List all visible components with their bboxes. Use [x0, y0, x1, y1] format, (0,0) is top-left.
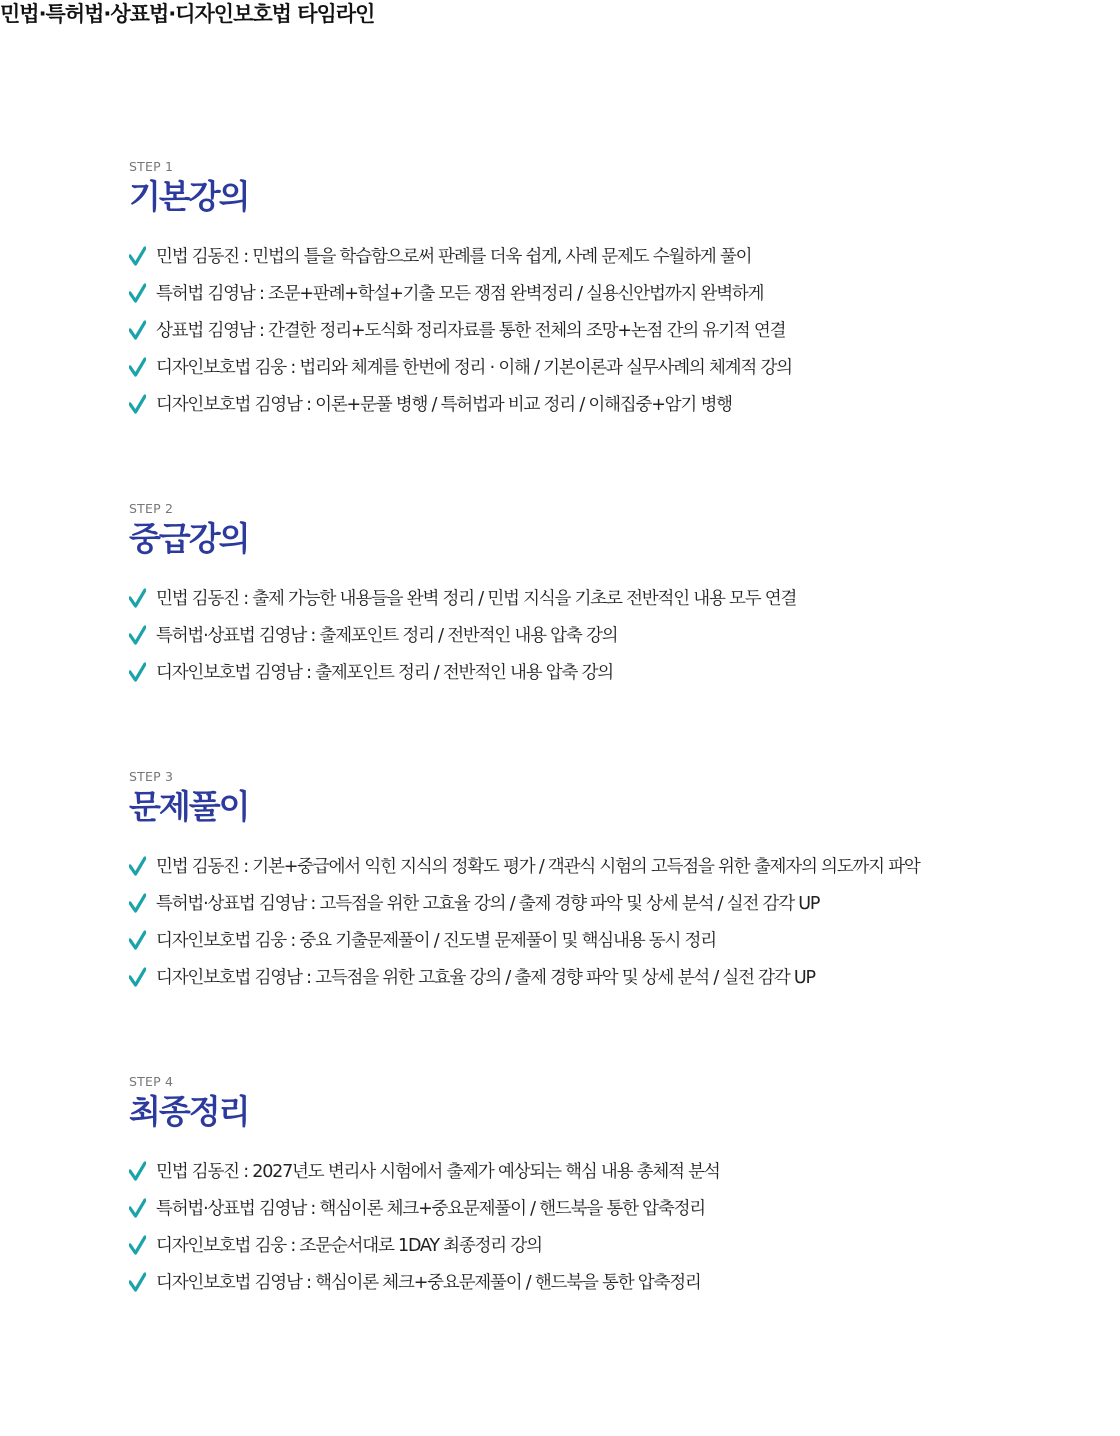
list-item	[129, 237, 1109, 274]
check-icon	[129, 967, 146, 987]
list-item-text: 디자인보호법 김영남 : 핵심이론 체크+중요문제풀이 / 핸드북을 통한 압축정리	[156, 1273, 701, 1293]
check-icon	[129, 1272, 146, 1292]
list-item	[129, 921, 1109, 958]
list-item-text: 디자인보호법 김웅 : 중요 기출문제풀이 / 진도별 문제풀이 및 핵심내용 동시 정리	[156, 931, 716, 951]
step-title: 중급강의	[129, 519, 249, 558]
list-item-text: 디자인보호법 김웅 : 법리와 체계를 한번에 정리 · 이해 / 기본이론과 실무사례의 체계적 강의	[156, 358, 792, 378]
check-icon	[129, 1235, 146, 1255]
check-icon	[129, 588, 146, 608]
step-3-section	[129, 770, 1109, 995]
list-item-text: 특허법·상표법 김영남 : 출제포인트 정리 / 전반적인 내용 압축 강의	[156, 626, 618, 646]
check-icon	[129, 357, 146, 377]
list-item	[129, 616, 1109, 653]
list-item-text: 민법 김동진 : 2027년도 변리사 시험에서 출제가 예상되는 핵심 내용 총체적 분석	[156, 1162, 720, 1182]
list-item-text: 디자인보호법 김영남 : 출제포인트 정리 / 전반적인 내용 압축 강의	[156, 663, 613, 683]
list-item-text: 특허법·상표법 김영남 : 핵심이론 체크+중요문제풀이 / 핸드북을 통한 압축정리	[156, 1199, 705, 1219]
step-4-list	[129, 1152, 1109, 1300]
list-item-text: 민법 김동진 : 출제 가능한 내용들을 완벽 정리 / 민법 지식을 기초로 전반적인 내용 모두 연결	[156, 589, 797, 609]
page-title: 민법·특허법·상표법·디자인보호법 타임라인	[0, 2, 375, 26]
list-item	[129, 385, 1109, 422]
list-item	[129, 1152, 1109, 1189]
check-icon	[129, 1161, 146, 1181]
list-item	[129, 348, 1109, 385]
list-item-text: 특허법·상표법 김영남 : 고득점을 위한 고효율 강의 / 출제 경향 파악 및 상세 분석 / 실전 감각 UP	[156, 894, 820, 914]
check-icon	[129, 246, 146, 266]
step-4-section	[129, 1075, 1109, 1300]
list-item	[129, 1189, 1109, 1226]
step-title: 최종정리	[129, 1092, 249, 1131]
step-1-section	[129, 160, 1109, 422]
step-2-section	[129, 502, 1109, 690]
check-icon	[129, 394, 146, 414]
list-item-text: 민법 김동진 : 민법의 틀을 학습함으로써 판례를 더욱 쉽게, 사례 문제도 수월하게 풀이	[156, 247, 752, 267]
step-label: STEP 3	[129, 769, 174, 784]
check-icon	[129, 930, 146, 950]
list-item-text: 민법 김동진 : 기본+중급에서 익힌 지식의 정확도 평가 / 객관식 시험의 고득점을 위한 출제자의 의도까지 파악	[156, 857, 920, 877]
check-icon	[129, 856, 146, 876]
check-icon	[129, 662, 146, 682]
list-item-text: 디자인보호법 김웅 : 조문순서대로 1DAY 최종정리 강의	[156, 1236, 542, 1256]
step-2-list	[129, 579, 1109, 690]
check-icon	[129, 893, 146, 913]
check-icon	[129, 625, 146, 645]
list-item-text: 상표법 김영남 : 간결한 정리+도식화 정리자료를 통한 전체의 조망+논점 간의 유기적 연결	[156, 321, 786, 341]
step-label: STEP 4	[129, 1074, 174, 1089]
list-item	[129, 847, 1109, 884]
list-item	[129, 958, 1109, 995]
list-item-text: 디자인보호법 김영남 : 고득점을 위한 고효율 강의 / 출제 경향 파악 및 상세 분석 / 실전 감각 UP	[156, 968, 815, 988]
list-item	[129, 1226, 1109, 1263]
step-title: 문제풀이	[129, 787, 249, 826]
list-item-text: 특허법 김영남 : 조문+판례+학설+기출 모든 쟁점 완벽정리 / 실용신안법까지 완벽하게	[156, 284, 764, 304]
list-item	[129, 311, 1109, 348]
step-1-list	[129, 237, 1109, 422]
list-item	[129, 1263, 1109, 1300]
step-title: 기본강의	[129, 177, 249, 216]
list-item	[129, 653, 1109, 690]
list-item	[129, 884, 1109, 921]
step-3-list	[129, 847, 1109, 995]
list-item-text: 디자인보호법 김영남 : 이론+문풀 병행 / 특허법과 비교 정리 / 이해집중+암기 병행	[156, 395, 732, 415]
check-icon	[129, 283, 146, 303]
list-item	[129, 579, 1109, 616]
list-item	[129, 274, 1109, 311]
step-label: STEP 2	[129, 501, 174, 516]
check-icon	[129, 320, 146, 340]
step-label: STEP 1	[129, 159, 174, 174]
check-icon	[129, 1198, 146, 1218]
